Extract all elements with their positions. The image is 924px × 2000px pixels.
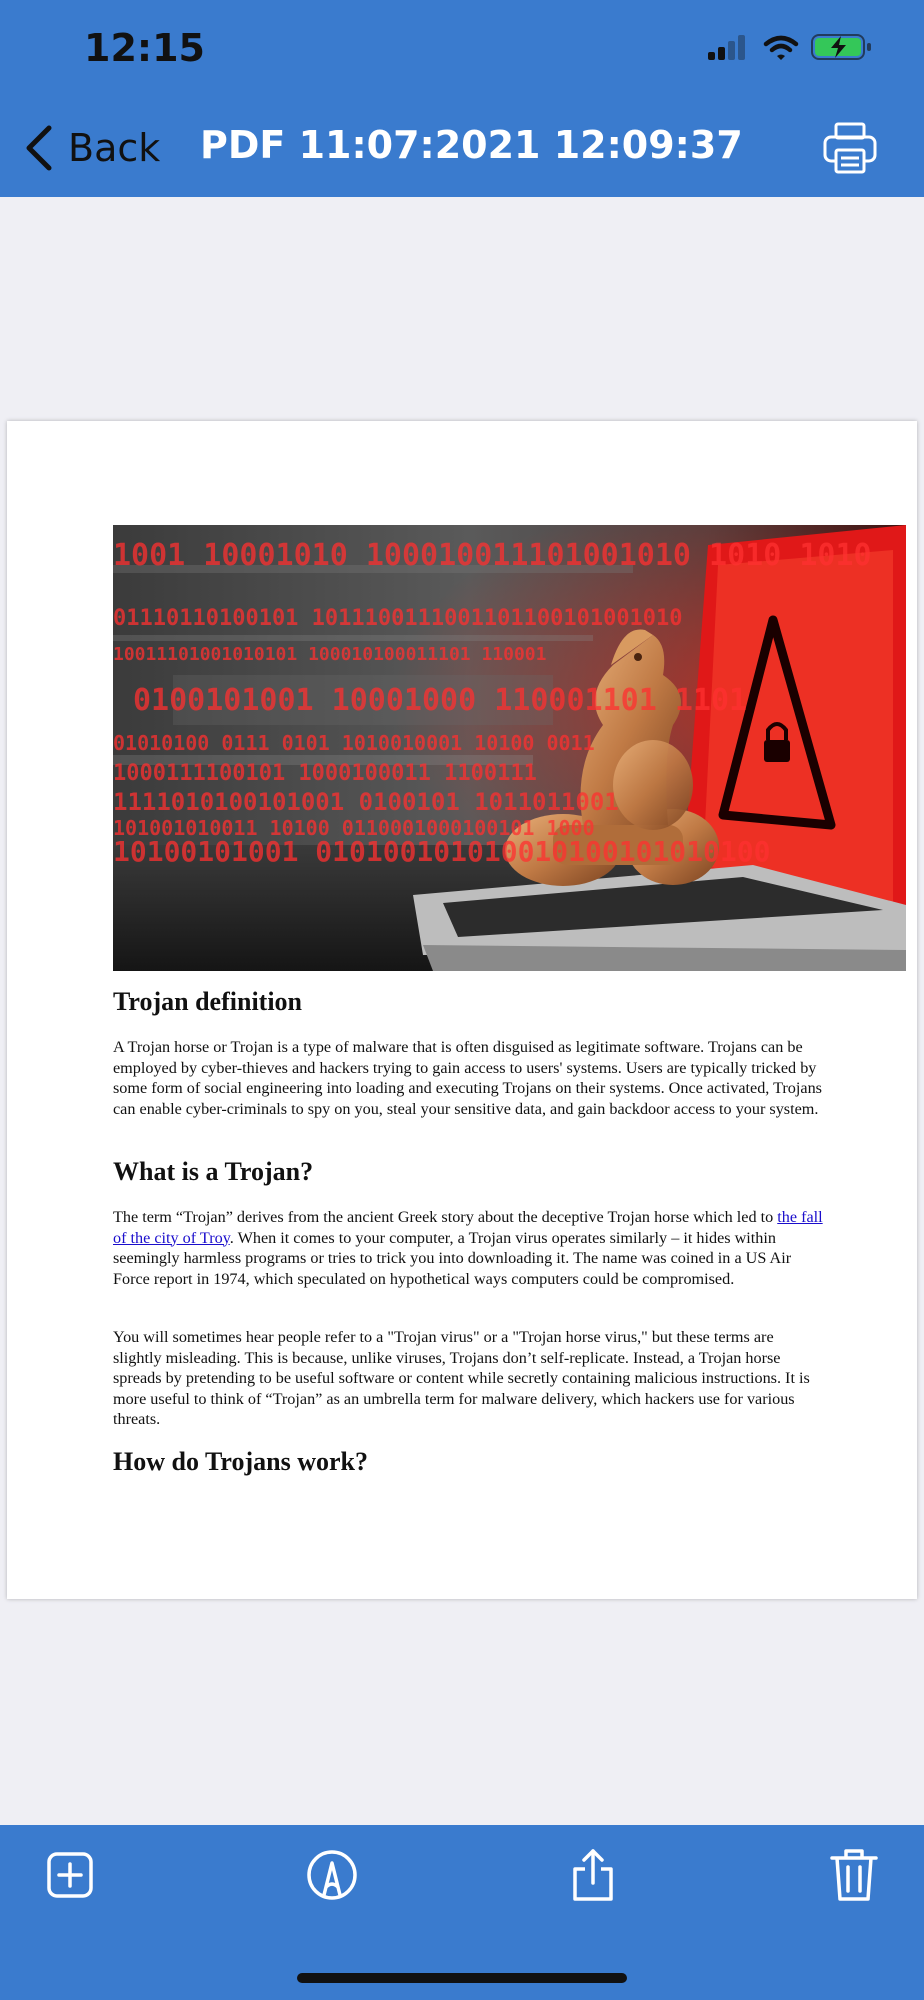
paragraph-origin <box>113 1207 823 1289</box>
plus-square-icon <box>49 1854 91 1896</box>
doc-section-what-is <box>113 1157 823 1187</box>
cellular-signal-icon <box>708 35 745 60</box>
status-time: 12:15 <box>84 26 205 70</box>
page-title: PDF 11:07:2021 12:09:37 <box>200 123 743 167</box>
pdf-viewer[interactable] <box>0 197 924 1825</box>
pen-circle-icon <box>309 1852 355 1898</box>
delete-button[interactable] <box>826 1847 882 1903</box>
link-fall-of-troy[interactable]: the fall of the city of Troy <box>113 1208 823 1247</box>
paragraph-origin-text-2: . When it comes to your computer, a Trojan virus operates similarly – it hides within seemingly harmless programs or tries to trick you into downloading it. The name was coined in a US Air Force report in 1974, which speculated on hypothetical ways computers could be compromised. <box>113 1228 792 1288</box>
share-button[interactable] <box>565 1847 621 1903</box>
binary-row: 1000111100101 1000100011 1100111 <box>113 761 537 786</box>
pdf-page[interactable] <box>7 421 917 1599</box>
back-button[interactable] <box>24 120 160 176</box>
binary-row: 01110110100101 1011100111001101100101001010 <box>113 606 683 631</box>
binary-row: 0100101001 10001000 110001101 1101 <box>133 683 748 718</box>
doc-section-how-work <box>113 1447 823 1477</box>
doc-paragraph <box>113 1327 823 1430</box>
trojan-horse-image <box>113 525 906 971</box>
trojan-horse-illustration <box>113 525 906 971</box>
paragraph-misleading-terms: You will sometimes hear people refer to a "Trojan virus" or a "Trojan horse virus," but these terms are slightly misleading. This is because, unlike viruses, Trojans don’t self-replicate. Instead, a Trojan horse spreads by pretending to be useful software or content while secretly containing malicious instructions. It is more useful to think of “Trojan” as an umbrella term for malware delivery, which hackers use for various threats. <box>113 1328 810 1429</box>
nav-bar <box>0 100 924 197</box>
paragraph-definition: A Trojan horse or Trojan is a type of malware that is often disguised as legitimate software. Trojans can be employed by cyber-thieves and hackers trying to gain access to users' systems. Users are typically tricked by some form of social engineering into loading and executing Trojans on their systems. Once activated, Trojans can enable cyber-criminals to spy on you, steal your sensitive data, and gain backdoor access to your system. <box>113 1038 822 1118</box>
binary-row: 10100101001 010100101010010100101010100 <box>113 835 771 868</box>
doc-paragraph <box>113 1207 823 1289</box>
home-indicator <box>297 1973 627 1983</box>
heading-how-trojans-work: How do Trojans work? <box>113 1447 368 1476</box>
printer-icon[interactable] <box>822 120 878 176</box>
share-icon <box>575 1851 611 1899</box>
heading-trojan-definition: Trojan definition <box>113 987 303 1016</box>
markup-button[interactable] <box>304 1847 360 1903</box>
doc-paragraph <box>113 1037 823 1119</box>
binary-row: 01010100 0111 0101 1010010001 10100 0011 <box>113 731 595 755</box>
heading-what-is-trojan: What is a Trojan? <box>113 1157 314 1186</box>
back-label: Back <box>68 126 161 170</box>
binary-row: 1001 10001010 100010011101001010 1010 1010 <box>113 538 872 573</box>
wifi-icon <box>766 38 796 60</box>
bottom-toolbar <box>0 1825 924 2000</box>
paragraph-origin-text-1: The term “Trojan” derives from the ancient Greek story about the deceptive Trojan horse which led to <box>113 1208 778 1226</box>
binary-row: 101001010011 10100 0110001000100101 1000 <box>113 816 595 840</box>
add-page-button[interactable] <box>42 1847 98 1903</box>
binary-row: 10011101001010101 100010100011101 110001 <box>113 644 547 665</box>
chevron-left-icon <box>24 125 54 171</box>
trash-icon <box>832 1851 876 1899</box>
status-bar <box>0 0 924 100</box>
doc-section-definition <box>113 987 823 1017</box>
status-icons <box>708 30 876 70</box>
binary-row: 1111010100101001 0100101 1011011001 <box>113 788 619 816</box>
battery-charging-icon <box>812 35 871 59</box>
